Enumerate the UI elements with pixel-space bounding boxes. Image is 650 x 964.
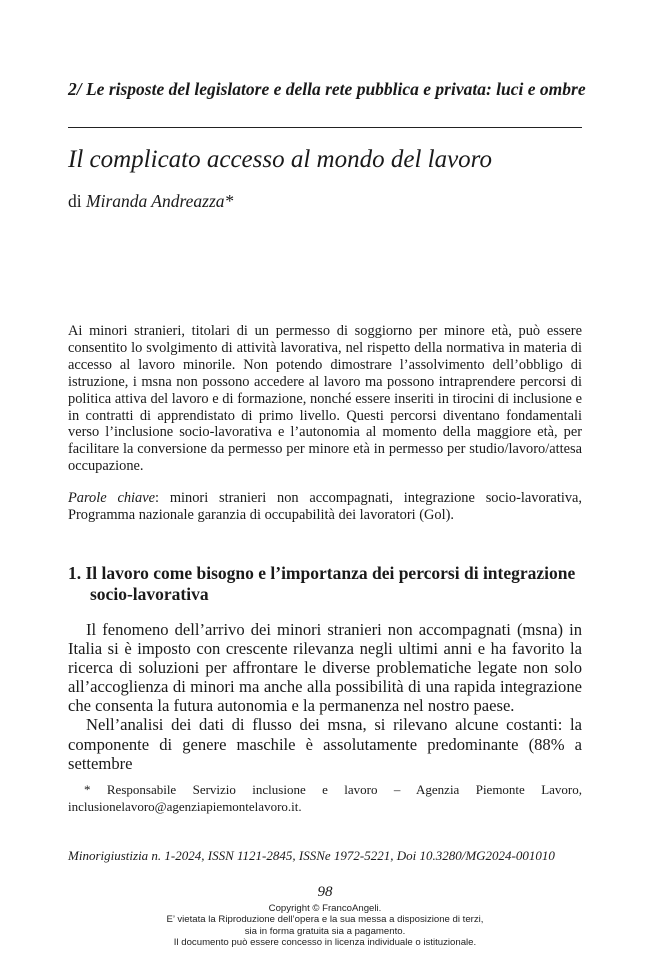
abstract bbox=[68, 323, 582, 475]
body-text bbox=[68, 620, 582, 773]
copyright-line: sia in forma gratuita sia a pagamento. bbox=[244, 925, 406, 937]
paragraph: Nell’analisi dei dati di flusso dei msna, si rilevano alcune costanti: la componente di genere maschile è assolutamente predominante (88% a settembre bbox=[68, 715, 582, 773]
title-divider bbox=[68, 127, 582, 128]
section-title: 2/ Le risposte del legislatore e della rete pubblica e privata: luci e ombre bbox=[68, 79, 586, 99]
byline-prefix: di bbox=[68, 191, 82, 211]
keywords-text: : minori stranieri non accompagnati, integrazione socio-lavorativa, Programma nazionale garanzia di occupabilità dei lavoratori (Gol). bbox=[68, 490, 582, 523]
keywords bbox=[68, 490, 582, 524]
copyright-line: Copyright © FrancoAngeli. bbox=[268, 903, 382, 914]
journal-citation: Minorigiustizia n. 1-2024, ISSN 1121-2845, ISSNe 1972-5221, Doi 10.3280/MG2024-001010 bbox=[68, 848, 555, 863]
keywords-label: Parole chiave bbox=[68, 490, 156, 506]
byline bbox=[68, 190, 233, 212]
abstract-text: Ai minori stranieri, titolari di un permesso di soggiorno per minore età, può essere consentito lo svolgimento di attività lavorativa, nel rispetto della normativa in materia di accesso al lavoro minorile. Non potendo dimostrare l’assolvimento dell’obbligo di istruzione, i msna non possono accedere al lavoro ma possono intraprendere percorsi di politica attiva del lavoro e di formazione, nonché essere inseriti in tirocini di inclusione e in contratti di apprendistato di primo livello. Questi percorsi diventano fondamentali verso l’inclusione socio-lavorativa e l’autonomia al momento della maggiore età, per facilitare la conversione da permesso per minore età in permesso per studio/lavoro/attesa occupazione. bbox=[68, 323, 582, 475]
article-title: Il complicato accesso al mondo del lavoro bbox=[68, 146, 492, 173]
copyright-notice bbox=[0, 903, 650, 948]
page-number: 98 bbox=[317, 884, 333, 900]
section-heading: 1. Il lavoro come bisogno e l’importanza dei percorsi di integrazione socio-lavorativa bbox=[68, 563, 576, 604]
copyright-line: Il documento può essere concesso in licenza individuale o istituzionale. bbox=[173, 936, 477, 948]
footnote: * Responsabile Servizio inclusione e lavoro – Agenzia Piemonte Lavoro, inclusionelavoro@agenziapiemontelavoro.it. bbox=[68, 782, 582, 814]
author-name: Miranda Andreazza* bbox=[86, 191, 234, 211]
paragraph: Il fenomeno dell’arrivo dei minori stranieri non accompagnati (msna) in Italia si è imposto con crescente rilevanza negli ultimi anni e ha favorito la ricerca di soluzioni per affrontare le diverse problematiche legate non solo all’accoglienza di minori ma anche alla possibilità di una rapida integrazione che consenta la futura autonomia e la permanenza nel nostro paese. bbox=[68, 620, 582, 716]
copyright-line: E’ vietata la Riproduzione dell’opera e la sua messa a disposizione di terzi, bbox=[166, 914, 484, 926]
